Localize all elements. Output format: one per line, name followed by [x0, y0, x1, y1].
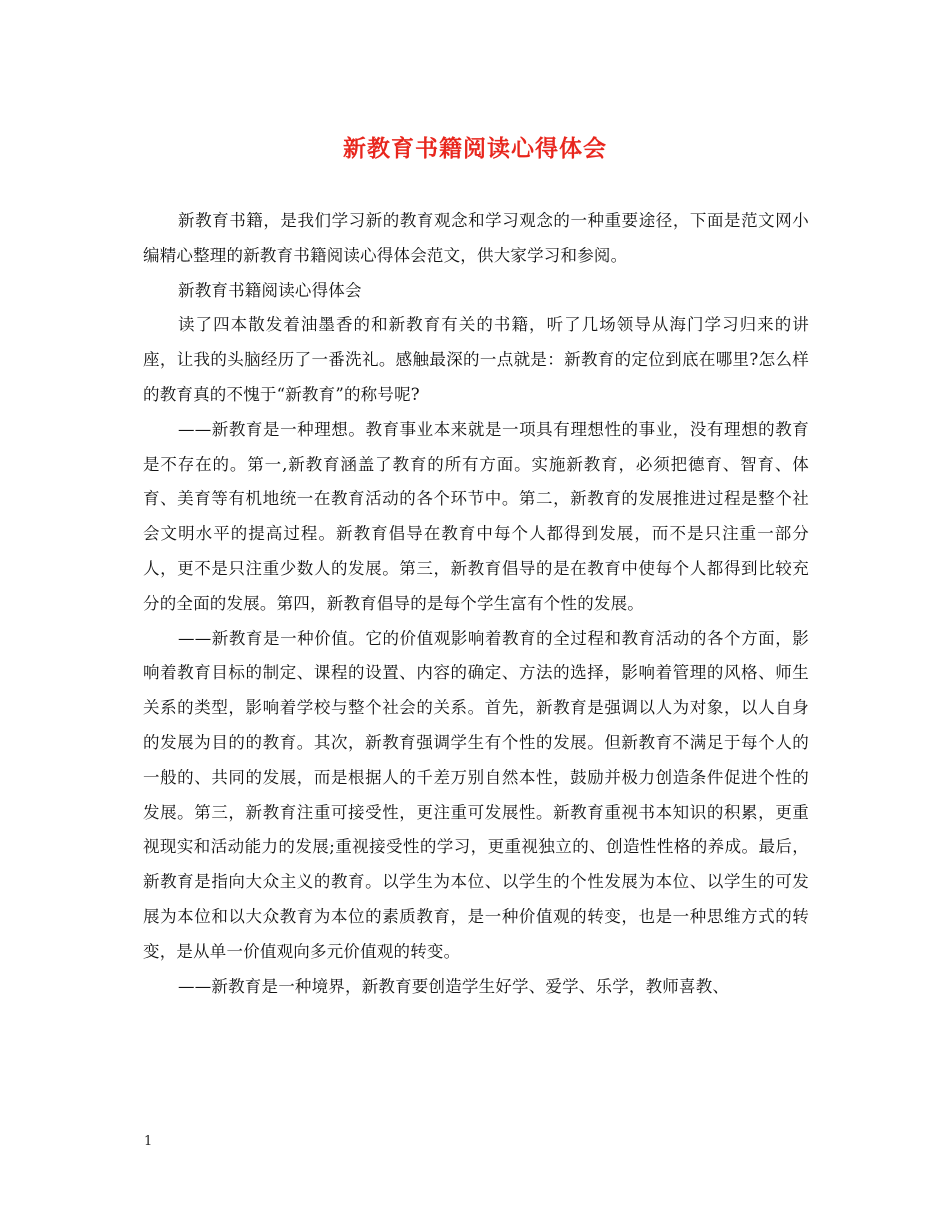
section-heading: 新教育书籍阅读心得体会 [178, 280, 362, 300]
ideal-paragraph: ——新教育是一种理想。教育事业本来就是一项具有理想性的事业，没有理想的教育是不存在的。第一,新教育涵盖了教育的所有方面。实施新教育，必须把德育、智育、体育、美育等有机地统一在教育活动的各个环节中。第二，新教育的发展推进过程是整个社会文明水平的提高过程。新教育倡导在教育中每个人都得到发展，而不是只注重一部分人，更不是只注重少数人的发展。第三，新教育倡导的是在教育中使每个人都得到比较充分的全面的发展。第四，新教育倡导的是每个学生富有个性的发展。 [143, 419, 809, 613]
value-paragraph: ——新教育是一种价值。它的价值观影响着教育的全过程和教育活动的各个方面，影响着教育目标的制定、课程的设置、内容的确定、方法的选择，影响着管理的风格、师生关系的类型，影响着学校与整个社会的关系。首先，新教育是强调以人为对象，以人自身的发展为目的的教育。其次，新教育强调学生有个性的发展。但新教育不满足于每个人的一般的、共同的发展，而是根据人的千差万别自然本性，鼓励并极力创造条件促进个性的发展。第三，新教育注重可接受性，更注重可发展性。新教育重视书本知识的积累，更重视现实和活动能力的发展;重视接受性的学习，更重视独立的、创造性性格的养成。最后，新教育是指向大众主义的教育。以学生为本位、以学生的个性发展为本位、以学生的可发展为本位和以大众教育为本位的素质教育，是一种价值观的转变，也是一种思维方式的转变，是从单一价值观向多元价值观的转变。 [143, 628, 809, 961]
reflection-paragraph: 读了四本散发着油墨香的和新教育有关的书籍，听了几场领导从海门学习归来的讲座，让我的头脑经历了一番洗礼。感触最深的一点就是：新教育的定位到底在哪里?怎么样的教育真的不愧于“新教育”的称号呢? [143, 315, 809, 404]
realm-paragraph: ——新教育是一种境界，新教育要创造学生好学、爱学、乐学，教师喜教、 [178, 976, 730, 996]
page-number: 1 [144, 1134, 153, 1149]
document-body [143, 204, 809, 1004]
document-title: 新教育书籍阅读心得体会 [343, 135, 607, 162]
intro-paragraph: 新教育书籍，是我们学习新的教育观念和学习观念的一种重要途径，下面是范文网小编精心整理的新教育书籍阅读心得体会范文，供大家学习和参阅。 [143, 211, 809, 265]
